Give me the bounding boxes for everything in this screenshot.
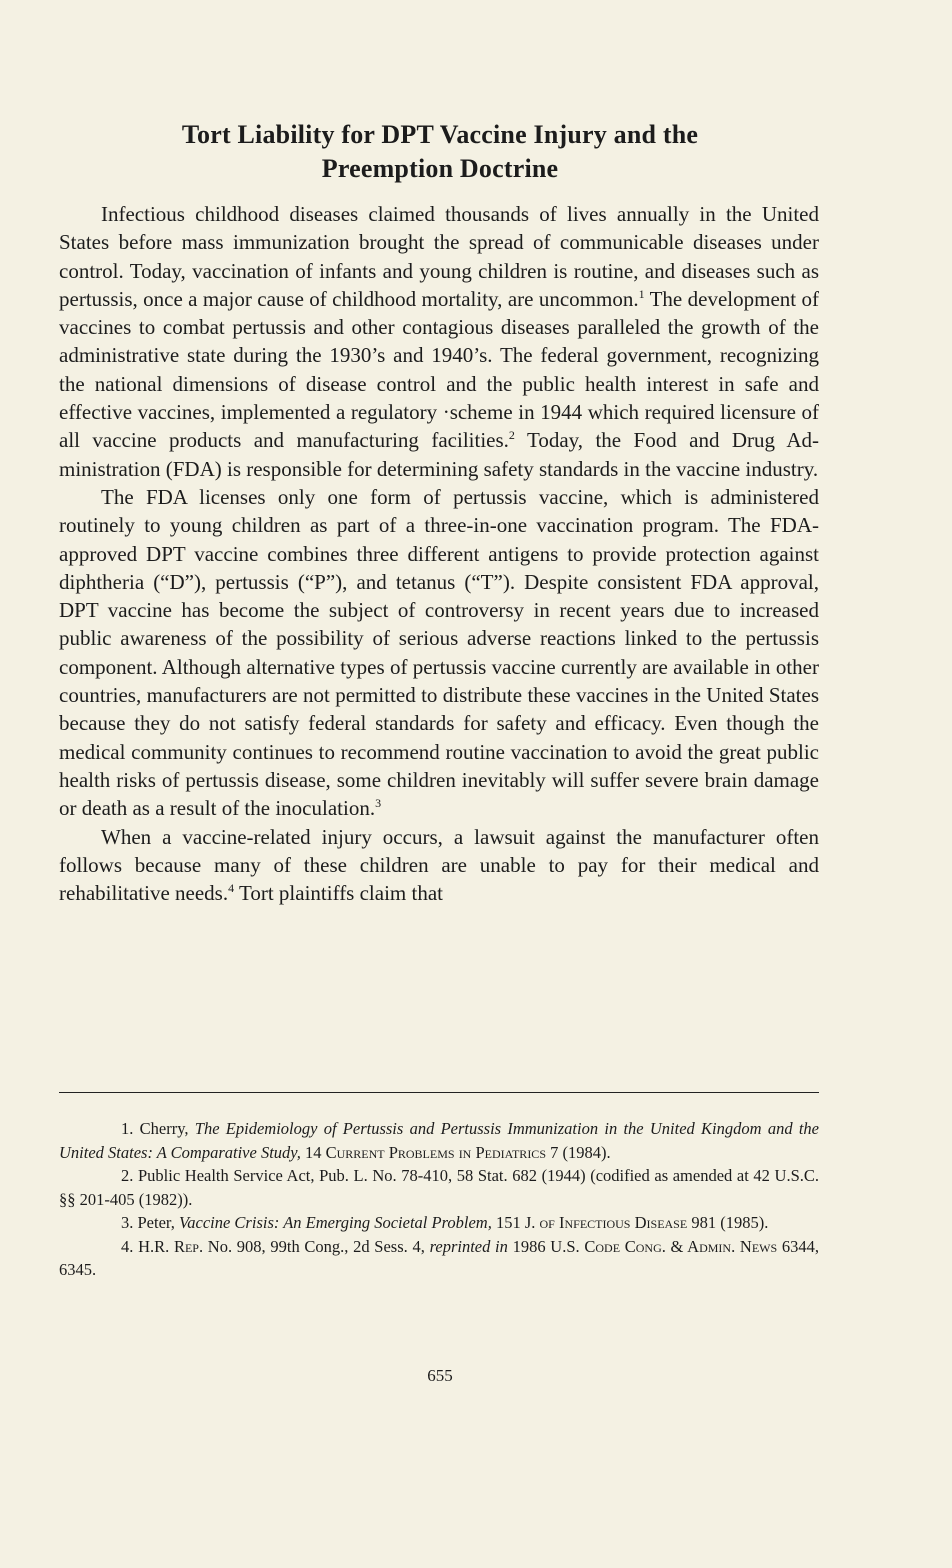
footnote-journal: J. of Infectious Disease (524, 1213, 688, 1232)
footnote-number: 3. (121, 1213, 134, 1232)
footnote-number: 1. (121, 1119, 134, 1138)
footnote-signal: reprinted in (429, 1236, 508, 1256)
footnote-pages: 7 (1984). (550, 1142, 611, 1162)
footnote-volume: 14 (304, 1142, 322, 1162)
footnote-text: Public Health Service Act, Pub. L. No. 78-410, 58 Stat. 682 (1944) (codified as amended at 42 U.S.C. §§ 201-405 (1982)). (59, 1166, 820, 1209)
footnotes (59, 1117, 819, 1282)
footnote-author: Cherry, (139, 1119, 189, 1138)
footnote-ref[interactable]: 3 (375, 796, 382, 811)
paragraph (59, 483, 819, 823)
footnote-journal: Current Problems in Pediatrics (325, 1142, 546, 1162)
paragraph-text: Tort plaintiffs claim that (234, 881, 443, 906)
footnote-text: 1986 U.S. (512, 1236, 580, 1256)
paragraph-text: When a vaccine-related injury occurs, a lawsuit against the manufacturer often follows because many of these children are unable to pay for their medical and rehabilitative needs. (59, 824, 819, 906)
footnote-1 (59, 1117, 819, 1164)
body-text (59, 200, 819, 907)
footnote-3 (59, 1211, 819, 1235)
paragraph (59, 200, 819, 483)
article-title-line-2: Preemption Doctrine (321, 154, 559, 183)
footnote-number: 4. (121, 1236, 134, 1256)
footnote-ref[interactable]: 4 (228, 881, 235, 896)
footnote-pages: 981 (1985). (691, 1213, 769, 1232)
footnote-author: Peter, (137, 1213, 175, 1232)
footnote-volume: 151 (495, 1213, 521, 1232)
paragraph-text: The FDA licenses only one form of pertussis vaccine, which is administered routinely to young children as part of a three-in-one vaccination program. The FDA-approved DPT vaccine combines three different antigens to provide protection against diphtheria (“D”), pertussis (“P”), and tetanus (“T”). Despite consistent FDA approval, DPT vaccine has become the subject of controversy in recent years due to increased public awareness of the possibility of serious adverse reactions linked to the pertussis component. Although alternative types of pertussis vaccine currently are available in other countries, manufacturers are not permitted to distribute these vaccines in the United States because they do not satisfy federal standards for safety and efficacy. Even though the medical community continues to recommend routine vaccination to avoid the great public health risks of pertussis disease, some children inevitably will suffer severe brain damage or death as a result of the inoculation. (59, 484, 819, 821)
footnote-journal: Code Cong. & Admin. News (584, 1236, 778, 1256)
footnote-pages: 6344, 6345. (59, 1236, 819, 1279)
footnote-divider (59, 1092, 819, 1093)
footnote-article-title: The Epidemiology of Pertussis and Pertussis Immunization in the United Kingdom and the United States: A Comparative Study, (59, 1119, 819, 1162)
footnote-ref[interactable]: 2 (508, 428, 515, 443)
footnote-article-title: Vaccine Crisis: An Emerging Societal Problem, (179, 1213, 492, 1232)
paragraph-text: The development of vaccines to combat pertussis and other contagious diseases paralleled the growth of the administrative state during the 1930’s and 1940’s. The federal government, recognizing the national dimensions of disease control and the public health interest in safe and effective vaccines, implemented a regulatory ·scheme in 1944 which required licensure of all vaccine products and manufacturing facilities. (59, 286, 819, 453)
paragraph-text: Infectious childhood diseases claimed thousands of lives annually in the United States before mass immunization brought the spread of communicable diseases under control. Today, vaccination of infants and young children is routine, and diseases such as pertussis, once a major cause of childhood mortality, are uncommon. (59, 202, 819, 311)
footnote-smallcaps: Rep. (173, 1236, 204, 1256)
article-title (60, 118, 820, 186)
footnote-text: No. 908, 99th Cong., 2d Sess. 4, (207, 1236, 425, 1256)
footnote-2 (59, 1164, 819, 1211)
paragraph-text: Today, the Food and Drug Administration (FDA) is responsible for determining safety standards in the vaccine industry. (59, 428, 819, 481)
footnote-text: H.R. (138, 1236, 170, 1256)
footnote-ref[interactable]: 1 (638, 286, 645, 301)
paragraph (59, 823, 819, 908)
footnote-number: 2. (121, 1166, 134, 1185)
footnote-4 (59, 1235, 819, 1282)
article-title-line-1: Tort Liability for DPT Vaccine Injury and the (181, 120, 699, 149)
page-number: 655 (427, 1366, 453, 1385)
